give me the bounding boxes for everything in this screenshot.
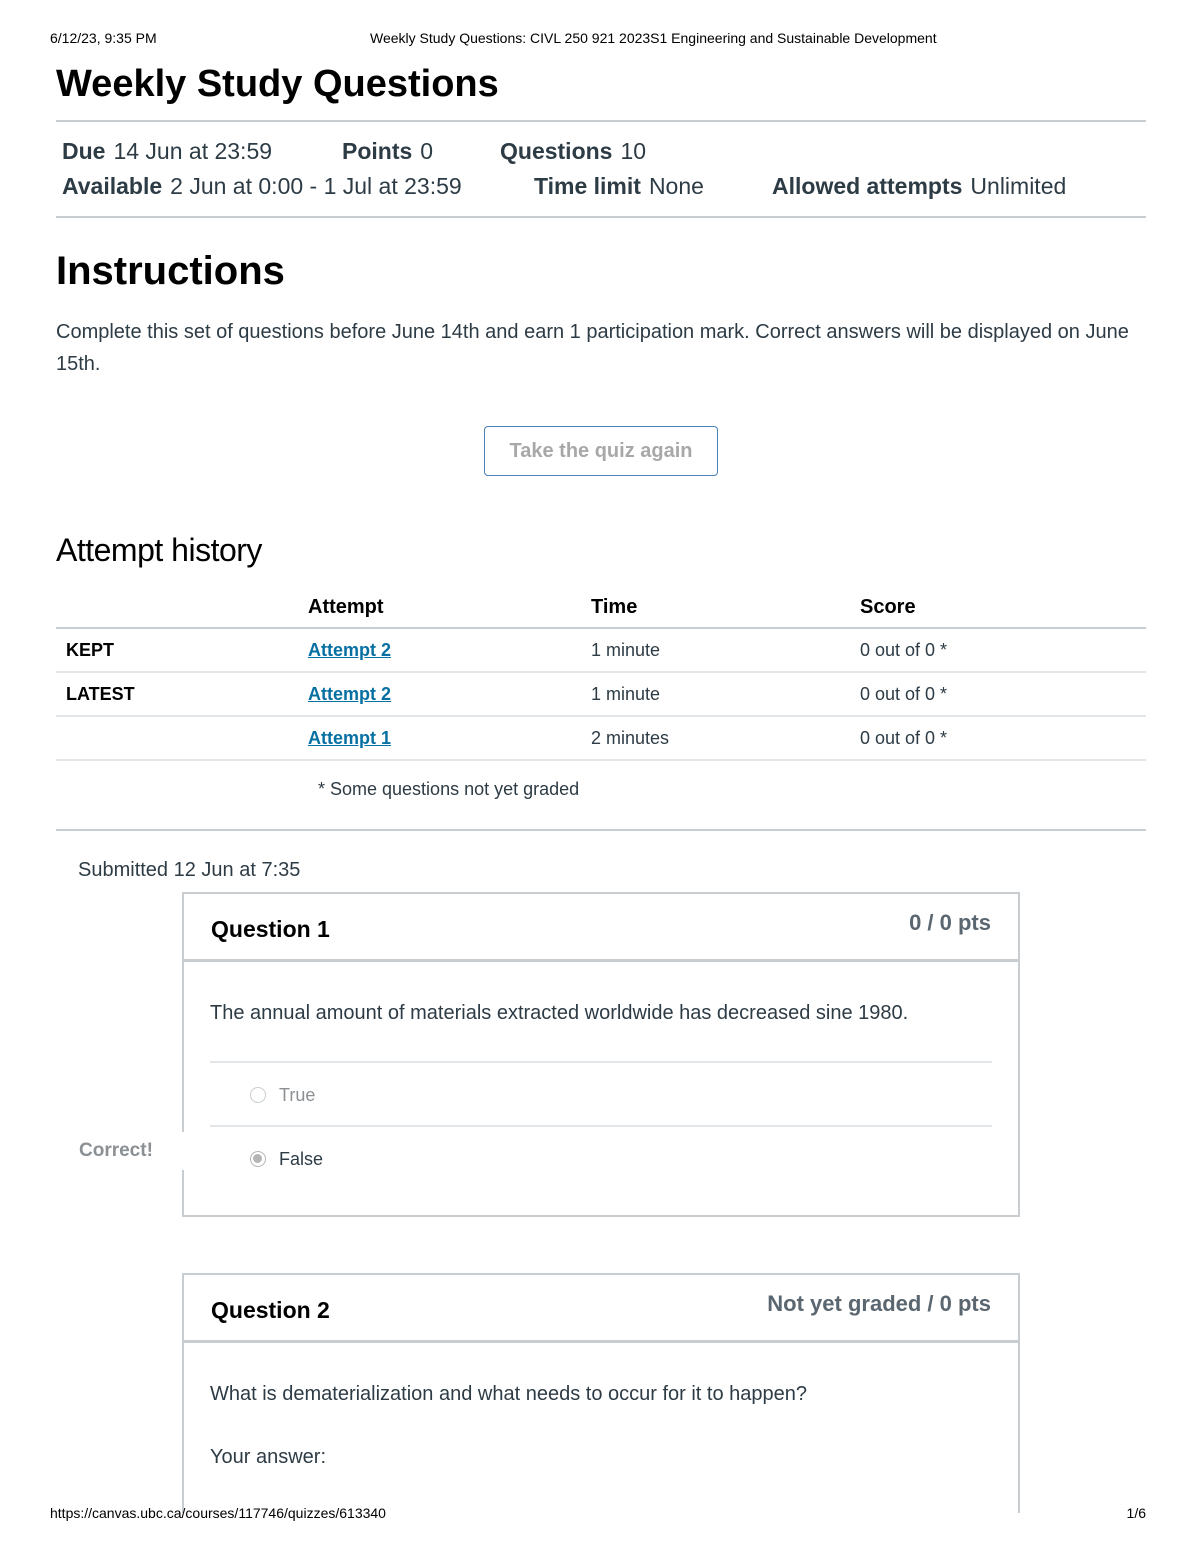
- question-body: [184, 1343, 1018, 1469]
- attempt-history-table: [56, 588, 1146, 761]
- due-date: Due 14 Jun at 23:59: [62, 138, 273, 164]
- attempt-time: 2 minutes: [591, 716, 860, 760]
- quiz-details-row-2: [62, 169, 1140, 204]
- attempt-score: 0 out of 0 *: [860, 628, 1146, 672]
- answer-label: True: [279, 1085, 316, 1105]
- table-row: [56, 672, 1146, 716]
- radio-unchecked-icon: [250, 1087, 266, 1103]
- correct-answer-flag: Correct!: [78, 1135, 182, 1169]
- question-card-2: [182, 1273, 1020, 1513]
- attempt-link[interactable]: Attempt 2: [308, 639, 392, 660]
- submitted-timestamp: Submitted 12 Jun at 7:35: [78, 859, 301, 881]
- question-text: The annual amount of materials extracted worldwide has decreased sine 1980.: [210, 1002, 909, 1024]
- column-header-tag: [56, 588, 308, 628]
- page-title: Weekly Study Questions: [56, 63, 499, 105]
- instructions-heading: Instructions: [56, 249, 285, 293]
- your-answer-label: Your answer:: [210, 1446, 326, 1468]
- attempt-link[interactable]: Attempt 2: [308, 683, 392, 704]
- instructions-text: Complete this set of questions before June 14th and earn 1 participation mark. Correct answers will be displayed on June 15th.: [56, 321, 1129, 375]
- quiz-details-row-1: [62, 134, 1140, 169]
- attempt-tag: LATEST: [56, 672, 308, 716]
- print-url: https://canvas.ubc.ca/courses/117746/quizzes/613340: [50, 1505, 386, 1521]
- question-card-1: [182, 892, 1020, 1217]
- take-quiz-container: [56, 426, 1146, 478]
- question-count: Questions 10: [500, 138, 647, 164]
- grading-note: * Some questions not yet graded: [56, 761, 1146, 831]
- attempt-history-heading: Attempt history: [56, 532, 262, 568]
- allowed-attempts: Allowed attempts Unlimited: [772, 173, 1067, 199]
- question-title: Question 1: [211, 916, 330, 942]
- table-row: [56, 716, 1146, 760]
- table-row: [56, 628, 1146, 672]
- answer-option-false[interactable]: [210, 1125, 992, 1189]
- take-quiz-again-button[interactable]: Take the quiz again: [484, 426, 718, 476]
- print-date: 6/12/23, 9:35 PM: [50, 30, 157, 46]
- column-header-attempt: Attempt: [308, 588, 591, 628]
- attempt-tag: KEPT: [56, 628, 308, 672]
- answer-label: False: [279, 1149, 324, 1169]
- question-title: Question 2: [211, 1297, 330, 1323]
- print-header: [50, 30, 1150, 48]
- points: Points 0: [342, 138, 434, 164]
- print-page-number: 1/6: [1126, 1505, 1146, 1521]
- time-limit: Time limit None: [534, 173, 704, 199]
- question-header: [184, 894, 1018, 962]
- answer-option-true[interactable]: [210, 1061, 992, 1125]
- correct-flag-notch: [176, 1132, 186, 1170]
- answer-list: [210, 1061, 992, 1189]
- question-points: 0 / 0 pts: [909, 910, 991, 935]
- radio-checked-icon: [250, 1151, 266, 1167]
- attempt-time: 1 minute: [591, 672, 860, 716]
- attempt-link[interactable]: Attempt 1: [308, 727, 392, 748]
- column-header-time: Time: [591, 588, 860, 628]
- attempt-time: 1 minute: [591, 628, 860, 672]
- availability: Available 2 Jun at 0:00 - 1 Jul at 23:59: [62, 173, 462, 199]
- print-footer: [50, 1505, 1150, 1523]
- print-document-title: Weekly Study Questions: CIVL 250 921 2023S1 Engineering and Sustainable Development: [370, 30, 937, 46]
- question-points: Not yet graded / 0 pts: [767, 1291, 991, 1316]
- question-body: [184, 962, 1018, 1189]
- table-header-row: [56, 588, 1146, 628]
- quiz-details: [56, 120, 1146, 218]
- attempt-tag: [56, 716, 308, 760]
- quiz-content: [56, 58, 1146, 883]
- attempt-score: 0 out of 0 *: [860, 672, 1146, 716]
- column-header-score: Score: [860, 588, 1146, 628]
- question-text: What is dematerialization and what needs to occur for it to happen?: [210, 1383, 808, 1405]
- question-header: [184, 1275, 1018, 1343]
- attempt-score: 0 out of 0 *: [860, 716, 1146, 760]
